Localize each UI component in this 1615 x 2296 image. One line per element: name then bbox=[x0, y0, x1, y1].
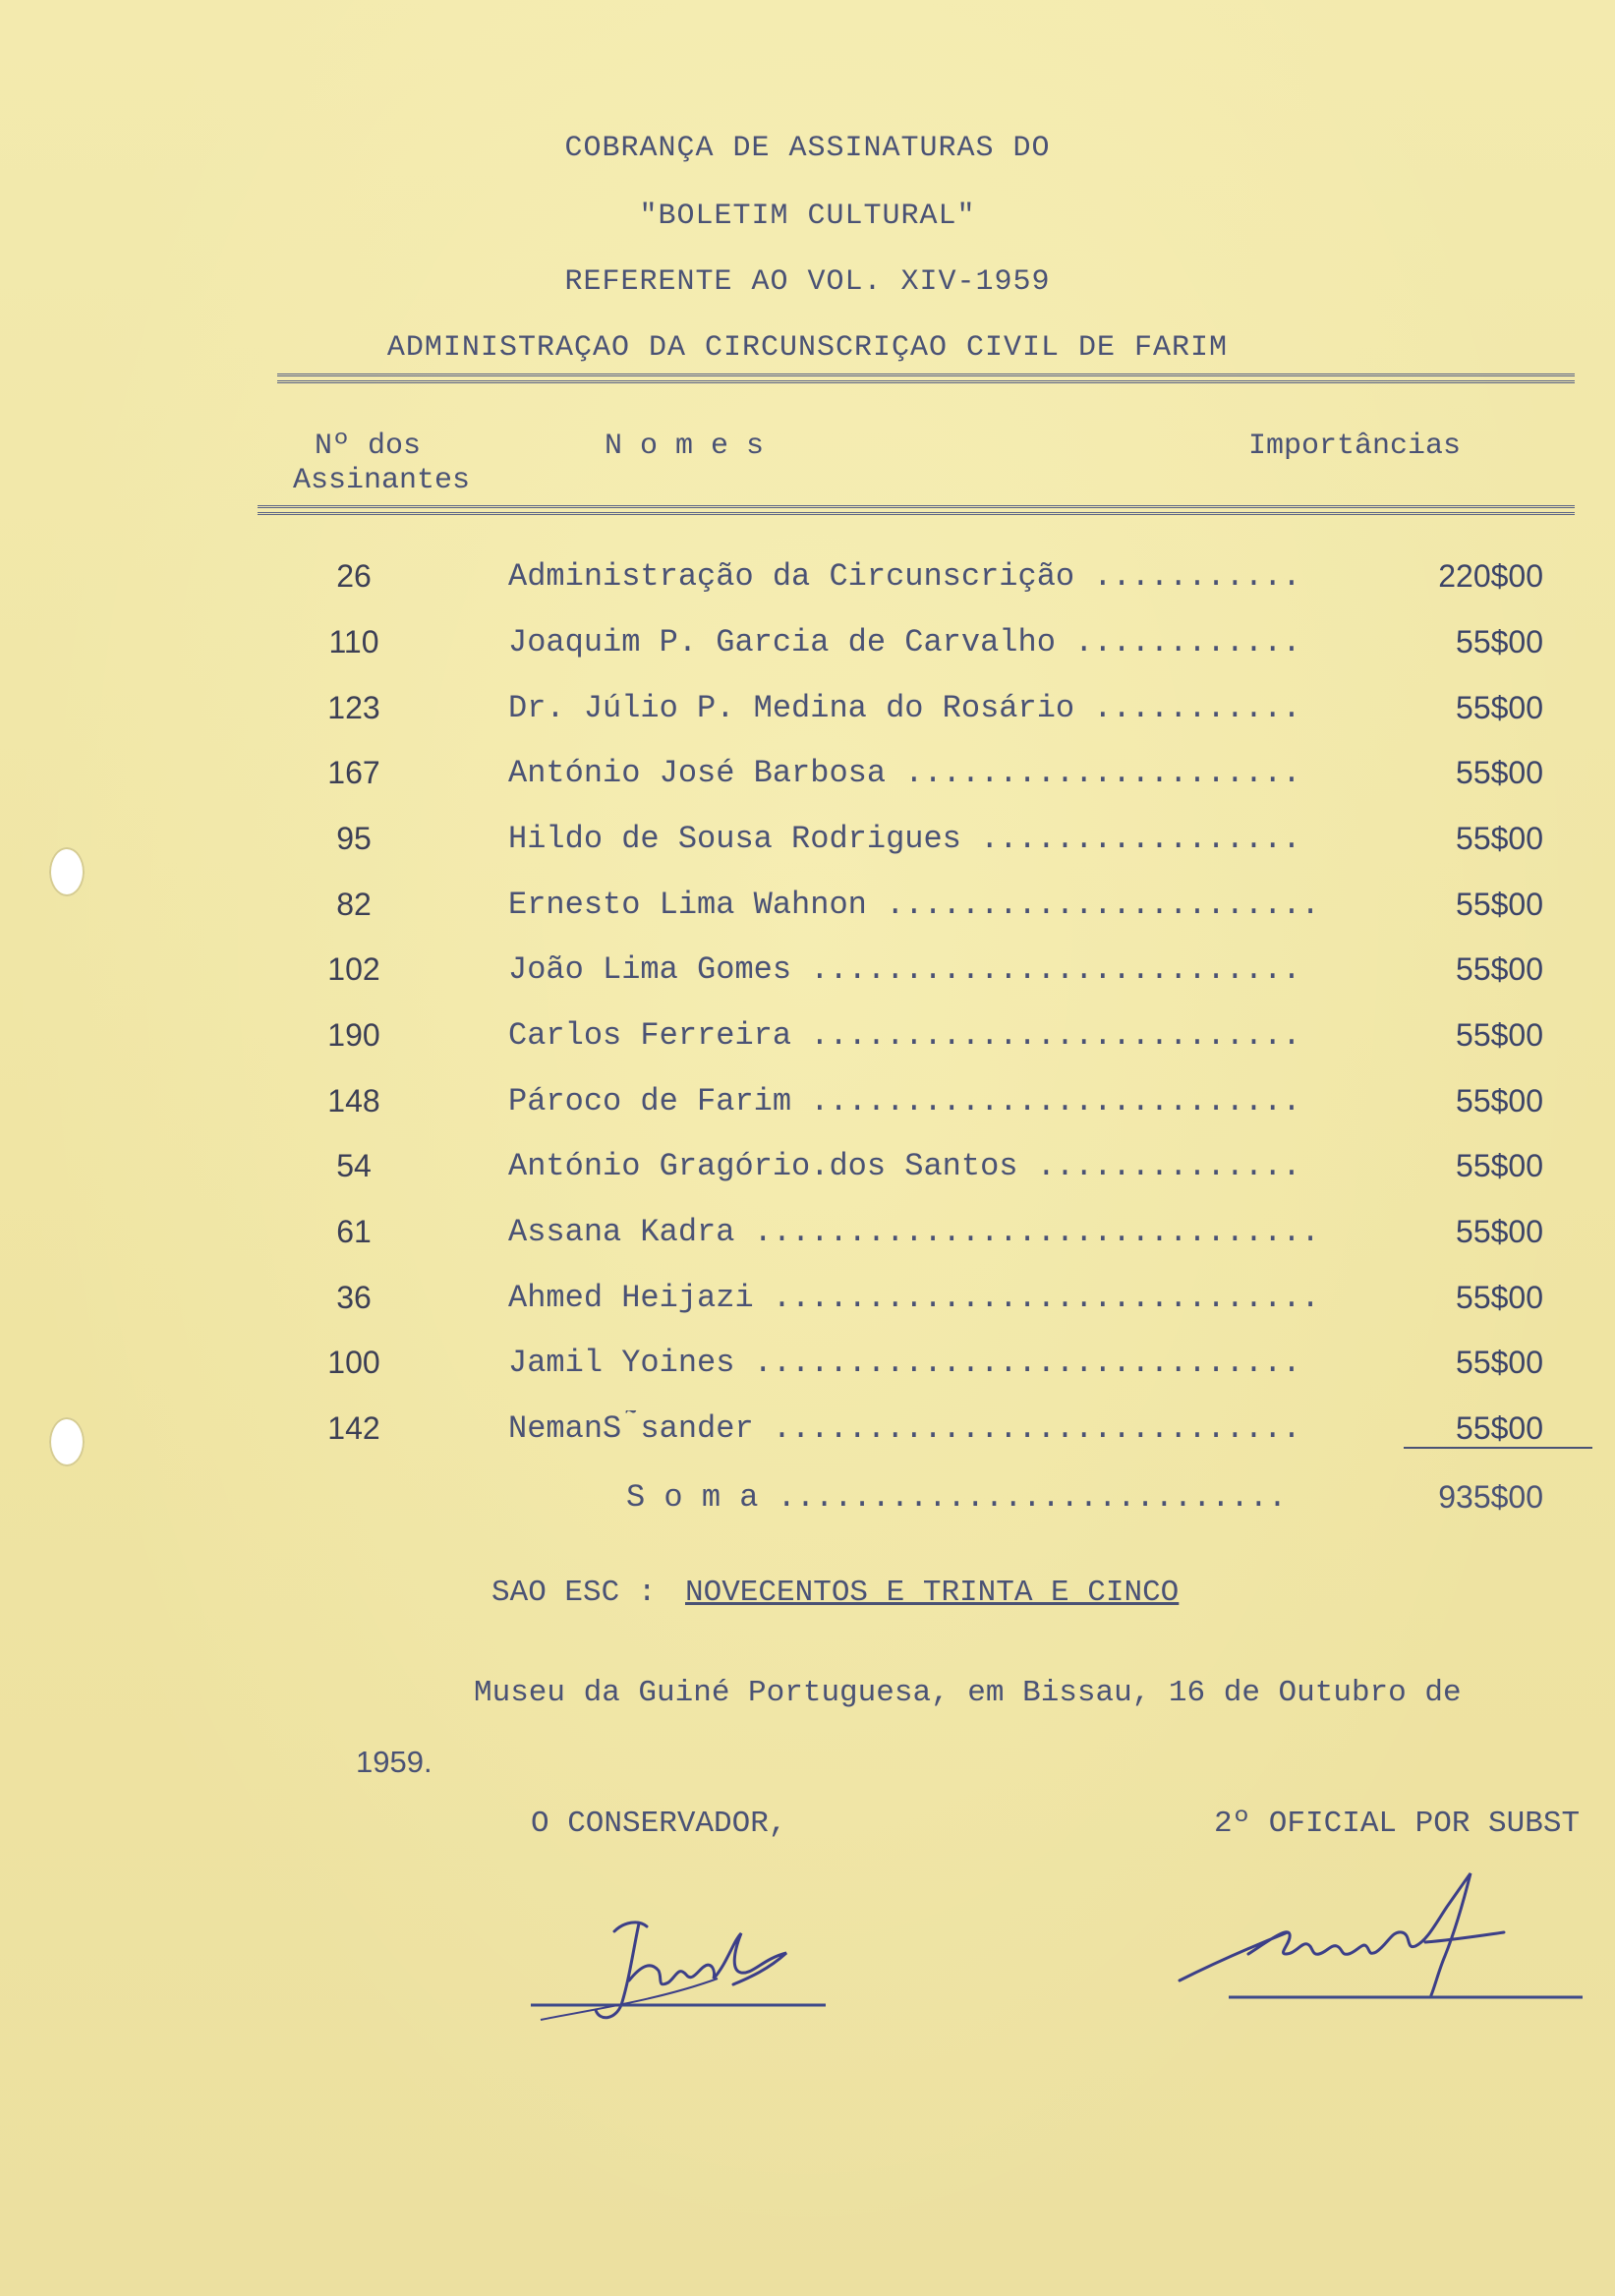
table-row bbox=[0, 951, 1615, 995]
subscriber-number: 82 bbox=[336, 887, 372, 922]
total-amount: 935$00 bbox=[1438, 1479, 1543, 1515]
total-label: S o m a ........................... bbox=[626, 1479, 1288, 1516]
table-row bbox=[0, 755, 1615, 798]
subscriber-number: 36 bbox=[336, 1280, 372, 1315]
subscriber-name: Dr. Júlio P. Medina do Rosário ........... bbox=[508, 690, 1301, 726]
subscriber-amount: 55$00 bbox=[1456, 1148, 1543, 1183]
subscriber-number: 26 bbox=[336, 558, 372, 594]
table-row bbox=[0, 1214, 1615, 1257]
double-rule bbox=[277, 373, 1575, 383]
column-header-number-sub: Assinantes bbox=[293, 464, 471, 497]
table-row bbox=[0, 1017, 1615, 1061]
double-rule bbox=[258, 505, 1575, 515]
header-publication-line: "BOLETIM CULTURAL" bbox=[639, 200, 976, 233]
table-row bbox=[0, 558, 1615, 602]
subscriber-number: 102 bbox=[327, 951, 380, 987]
subscriber-name: António Gragório.dos Santos .............. bbox=[508, 1148, 1301, 1184]
right-signature bbox=[1170, 1848, 1602, 2015]
subscriber-amount: 55$00 bbox=[1456, 1214, 1543, 1249]
subtotal-underline bbox=[1404, 1447, 1592, 1449]
table-row bbox=[0, 1083, 1615, 1126]
subscriber-name: Joaquim P. Garcia de Carvalho ............ bbox=[508, 624, 1301, 660]
column-header-amounts: Importâncias bbox=[1248, 430, 1462, 463]
subscriber-name: Pároco de Farim .......................... bbox=[508, 1083, 1301, 1119]
table-row bbox=[0, 821, 1615, 864]
table-row bbox=[0, 1345, 1615, 1388]
subscriber-number: 123 bbox=[327, 690, 380, 725]
subscriber-amount: 55$00 bbox=[1456, 821, 1543, 856]
subscriber-name: Administração da Circunscrição ........... bbox=[508, 558, 1301, 595]
table-row bbox=[0, 1410, 1615, 1454]
subscriber-name: Jamil Yoines ............................. bbox=[508, 1345, 1301, 1381]
subscriber-name: António José Barbosa ..................... bbox=[508, 755, 1301, 791]
subscriber-number: 142 bbox=[327, 1410, 380, 1446]
subscriber-number: 54 bbox=[336, 1148, 372, 1183]
subscriber-name: Carlos Ferreira .......................... bbox=[508, 1017, 1301, 1054]
table-row bbox=[0, 887, 1615, 930]
right-signatory-title: 2º OFICIAL POR SUBST bbox=[1214, 1807, 1581, 1841]
subscriber-amount: 55$00 bbox=[1456, 951, 1543, 987]
subscriber-number: 190 bbox=[327, 1017, 380, 1053]
header-volume-line: REFERENTE AO VOL. XIV-1959 bbox=[564, 265, 1051, 299]
subscriber-name: Ernesto Lima Wahnon ....................... bbox=[508, 887, 1320, 923]
subscriber-amount: 55$00 bbox=[1456, 1017, 1543, 1053]
table-row bbox=[0, 624, 1615, 667]
subscriber-name: Assana Kadra .............................. bbox=[508, 1214, 1320, 1250]
subscriber-number: 148 bbox=[327, 1083, 380, 1119]
place-date-year: 1959. bbox=[356, 1745, 433, 1779]
subscriber-name: Hildo de Sousa Rodrigues ................. bbox=[508, 821, 1301, 857]
subscriber-amount: 55$00 bbox=[1456, 690, 1543, 725]
amount-in-words-prefix: SAO ESC : bbox=[491, 1576, 657, 1610]
left-signature bbox=[531, 1872, 845, 2039]
subscriber-amount: 55$00 bbox=[1456, 887, 1543, 922]
column-header-number: Nº dos bbox=[315, 430, 422, 463]
subscriber-amount: 55$00 bbox=[1456, 1280, 1543, 1315]
table-row bbox=[0, 1280, 1615, 1323]
subscriber-number: 167 bbox=[327, 755, 380, 790]
subscriber-number: 61 bbox=[336, 1214, 372, 1249]
header-administration-line: ADMINISTRAÇAO DA CIRCUNSCRIÇAO CIVIL DE FARIM bbox=[386, 331, 1229, 365]
subscriber-name: NemanS ̃sander ............................ bbox=[508, 1410, 1301, 1447]
subscriber-amount: 55$00 bbox=[1456, 624, 1543, 660]
subscriber-number: 110 bbox=[328, 624, 379, 660]
subscriber-number: 100 bbox=[327, 1345, 380, 1380]
place-date-line: Museu da Guiné Portuguesa, em Bissau, 16 de Outubro de bbox=[474, 1676, 1462, 1710]
subscriber-name: Ahmed Heijazi ............................. bbox=[508, 1280, 1320, 1316]
subscriber-amount: 220$00 bbox=[1438, 558, 1543, 594]
subscriber-amount: 55$00 bbox=[1456, 1410, 1543, 1446]
subscriber-name: João Lima Gomes .......................... bbox=[508, 951, 1301, 988]
table-row bbox=[0, 690, 1615, 733]
subscriber-number: 95 bbox=[336, 821, 372, 856]
table-row bbox=[0, 1148, 1615, 1191]
subscriber-amount: 55$00 bbox=[1456, 755, 1543, 790]
column-header-names: N o m e s bbox=[605, 430, 765, 463]
subscriber-amount: 55$00 bbox=[1456, 1345, 1543, 1380]
header-title-line: COBRANÇA DE ASSINATURAS DO bbox=[564, 132, 1051, 165]
subscriber-amount: 55$00 bbox=[1456, 1083, 1543, 1119]
amount-in-words: NOVECENTOS E TRINTA E CINCO bbox=[685, 1576, 1180, 1610]
left-signatory-title: O CONSERVADOR, bbox=[531, 1807, 787, 1841]
